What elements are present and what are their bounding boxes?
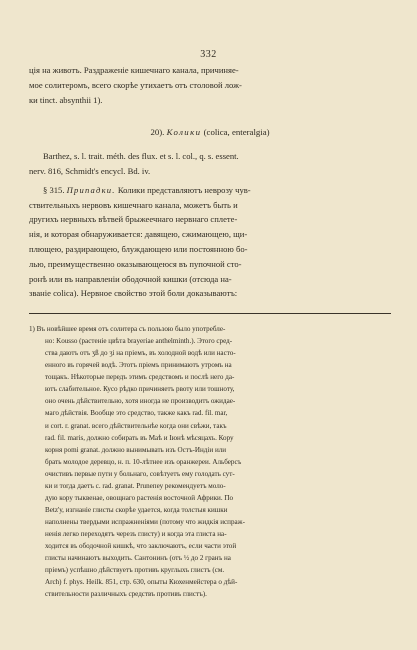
page-number: 332 bbox=[200, 49, 217, 60]
footnote-line: ки и тогда даетъ с. rad. granat. Pruneпеу рекомендуетъ моло- bbox=[45, 481, 226, 490]
text-line: плющею, раздирающею, блуждающею или постоянною бо- bbox=[29, 243, 248, 254]
text-line: мое солитеромъ, всего скорѣе утихаетъ отъ столовой лож- bbox=[29, 79, 242, 90]
footnote-line: тощакъ. Нѣкоторые передъ этимъ средствомъ и послѣ него да- bbox=[45, 373, 235, 382]
footnote-line: ютъ слабительное. Кусо рѣдко причиняетъ рвоту или тошноту, bbox=[45, 385, 235, 394]
paragraph-keyword: Припадки. bbox=[66, 184, 116, 195]
reference-line: Barthez, s. l. trait. méth. des flux. et s. l. col., q. s. essent. bbox=[43, 151, 239, 162]
footnote-line: брать молодое деревцо, н. п. 10-лѣтнее изъ оранжереи. Альберсъ bbox=[45, 457, 242, 466]
section-number: 20). bbox=[150, 127, 165, 138]
section-title-latin: (colica, enteralgia) bbox=[203, 127, 270, 138]
footnote-line: rad. fil. maris, должно собирать въ Маѣ и Іюнѣ мѣсяцахъ. Кору bbox=[45, 433, 234, 442]
footnote-line: ствительности различныхъ средствъ противъ глистъ). bbox=[45, 590, 207, 599]
page-body bbox=[29, 63, 391, 600]
footnote-divider bbox=[29, 313, 391, 314]
footnote-line: наполнены твердыми испражненіями (потому что жидкія испраж- bbox=[45, 517, 245, 526]
reference-line: nerv. 816, Schmidt's encycl. Bd. iv. bbox=[29, 165, 151, 176]
footnote-line: дую кору тыквенаe, овощнаго растенія восточной Африки. По bbox=[45, 493, 234, 502]
text-line: лью, преимущественно оказывающеюся въ пупочной сто- bbox=[29, 258, 242, 269]
paragraph-label: § 315. bbox=[43, 184, 65, 195]
footnote-line: ходится въ ободочной кишкѣ, что заключаютъ, если части этой bbox=[45, 542, 237, 550]
footnote-line: пріемъ) успѣшно дѣйствуетъ противъ круглыхъ глистъ (см. bbox=[45, 566, 225, 575]
footnote-line: енного въ горячей водѣ. Этотъ пріемъ принимаютъ утромъ на bbox=[45, 361, 232, 370]
footnote-line: оно очень дѣйствительно, хотя иногда не производитъ ожидае- bbox=[45, 397, 236, 406]
footnote-line: глисты начинаютъ выходить. Сантонинъ (отъ ½ до 2 гранъ на bbox=[45, 554, 231, 563]
footnote-line: Betz'у, изгнаніе глисты скорѣе удается, когда толстыя кишки bbox=[45, 505, 228, 514]
section-title: Колики bbox=[166, 127, 202, 138]
paragraph-315 bbox=[29, 183, 391, 301]
references bbox=[29, 149, 391, 179]
footnote-line: корня pomi granat. должно вынимывать изъ Остъ-Индіи или bbox=[45, 445, 227, 454]
footnote-line: маго дѣйствія. Вообще это средство, также какъ rad. fil. mar, bbox=[45, 409, 228, 418]
footnote-line: но: Kousso (растеніе цвѣта brayeriae anthelminth.). Этого сред- bbox=[45, 337, 233, 346]
text-line: другихъ нервныхъ вѣтвей брыжеечнаго нервнаго сплете- bbox=[29, 214, 238, 225]
footnote-line: очистивъ первые пути у больнаго, совѣтуетъ ему голодать сут- bbox=[45, 469, 235, 478]
footnote-line: 1) Въ новѣйшее время отъ солитера съ пользою было употребле- bbox=[29, 325, 226, 334]
section-heading bbox=[29, 125, 391, 140]
text-line: ствительныхъ нервовъ кишечнаго канала, можетъ быть и bbox=[29, 199, 238, 210]
footnote-line: ства даютъ отъ ʒß до ʒi на пріемъ, въ холодной водѣ или насто- bbox=[45, 349, 236, 358]
text-line: ки tinct. absynthii 1). bbox=[29, 94, 103, 105]
footnote-line: Arch) f. phys. Heilk. 851, стр. 630, опыты Кюхенмейстера о дѣй- bbox=[45, 578, 238, 587]
text-line: ція на животъ. Раздраженіе кишечнаго канала, причиняе- bbox=[29, 65, 239, 75]
text-line: званіе colica). Нервное свойство этой боли доказываютъ: bbox=[29, 288, 238, 299]
continuation-paragraph bbox=[29, 63, 391, 107]
text-line: нія, и которая обнаруживается: давящею, сжимающею, щи- bbox=[29, 229, 248, 240]
footnote-line: ненія легко переходятъ черезъ глисту) и когда эта глиста на- bbox=[45, 529, 227, 538]
footnote bbox=[29, 323, 391, 600]
text-line: Колики представляютъ неврозу чув- bbox=[117, 184, 251, 195]
text-line: ронѣ или въ направленіи ободочной кишки (отсюда на- bbox=[29, 273, 232, 284]
footnote-line: и cort. r. granat. всего дѣйствительнѣе когда они свѣжи, такъ bbox=[45, 421, 227, 430]
